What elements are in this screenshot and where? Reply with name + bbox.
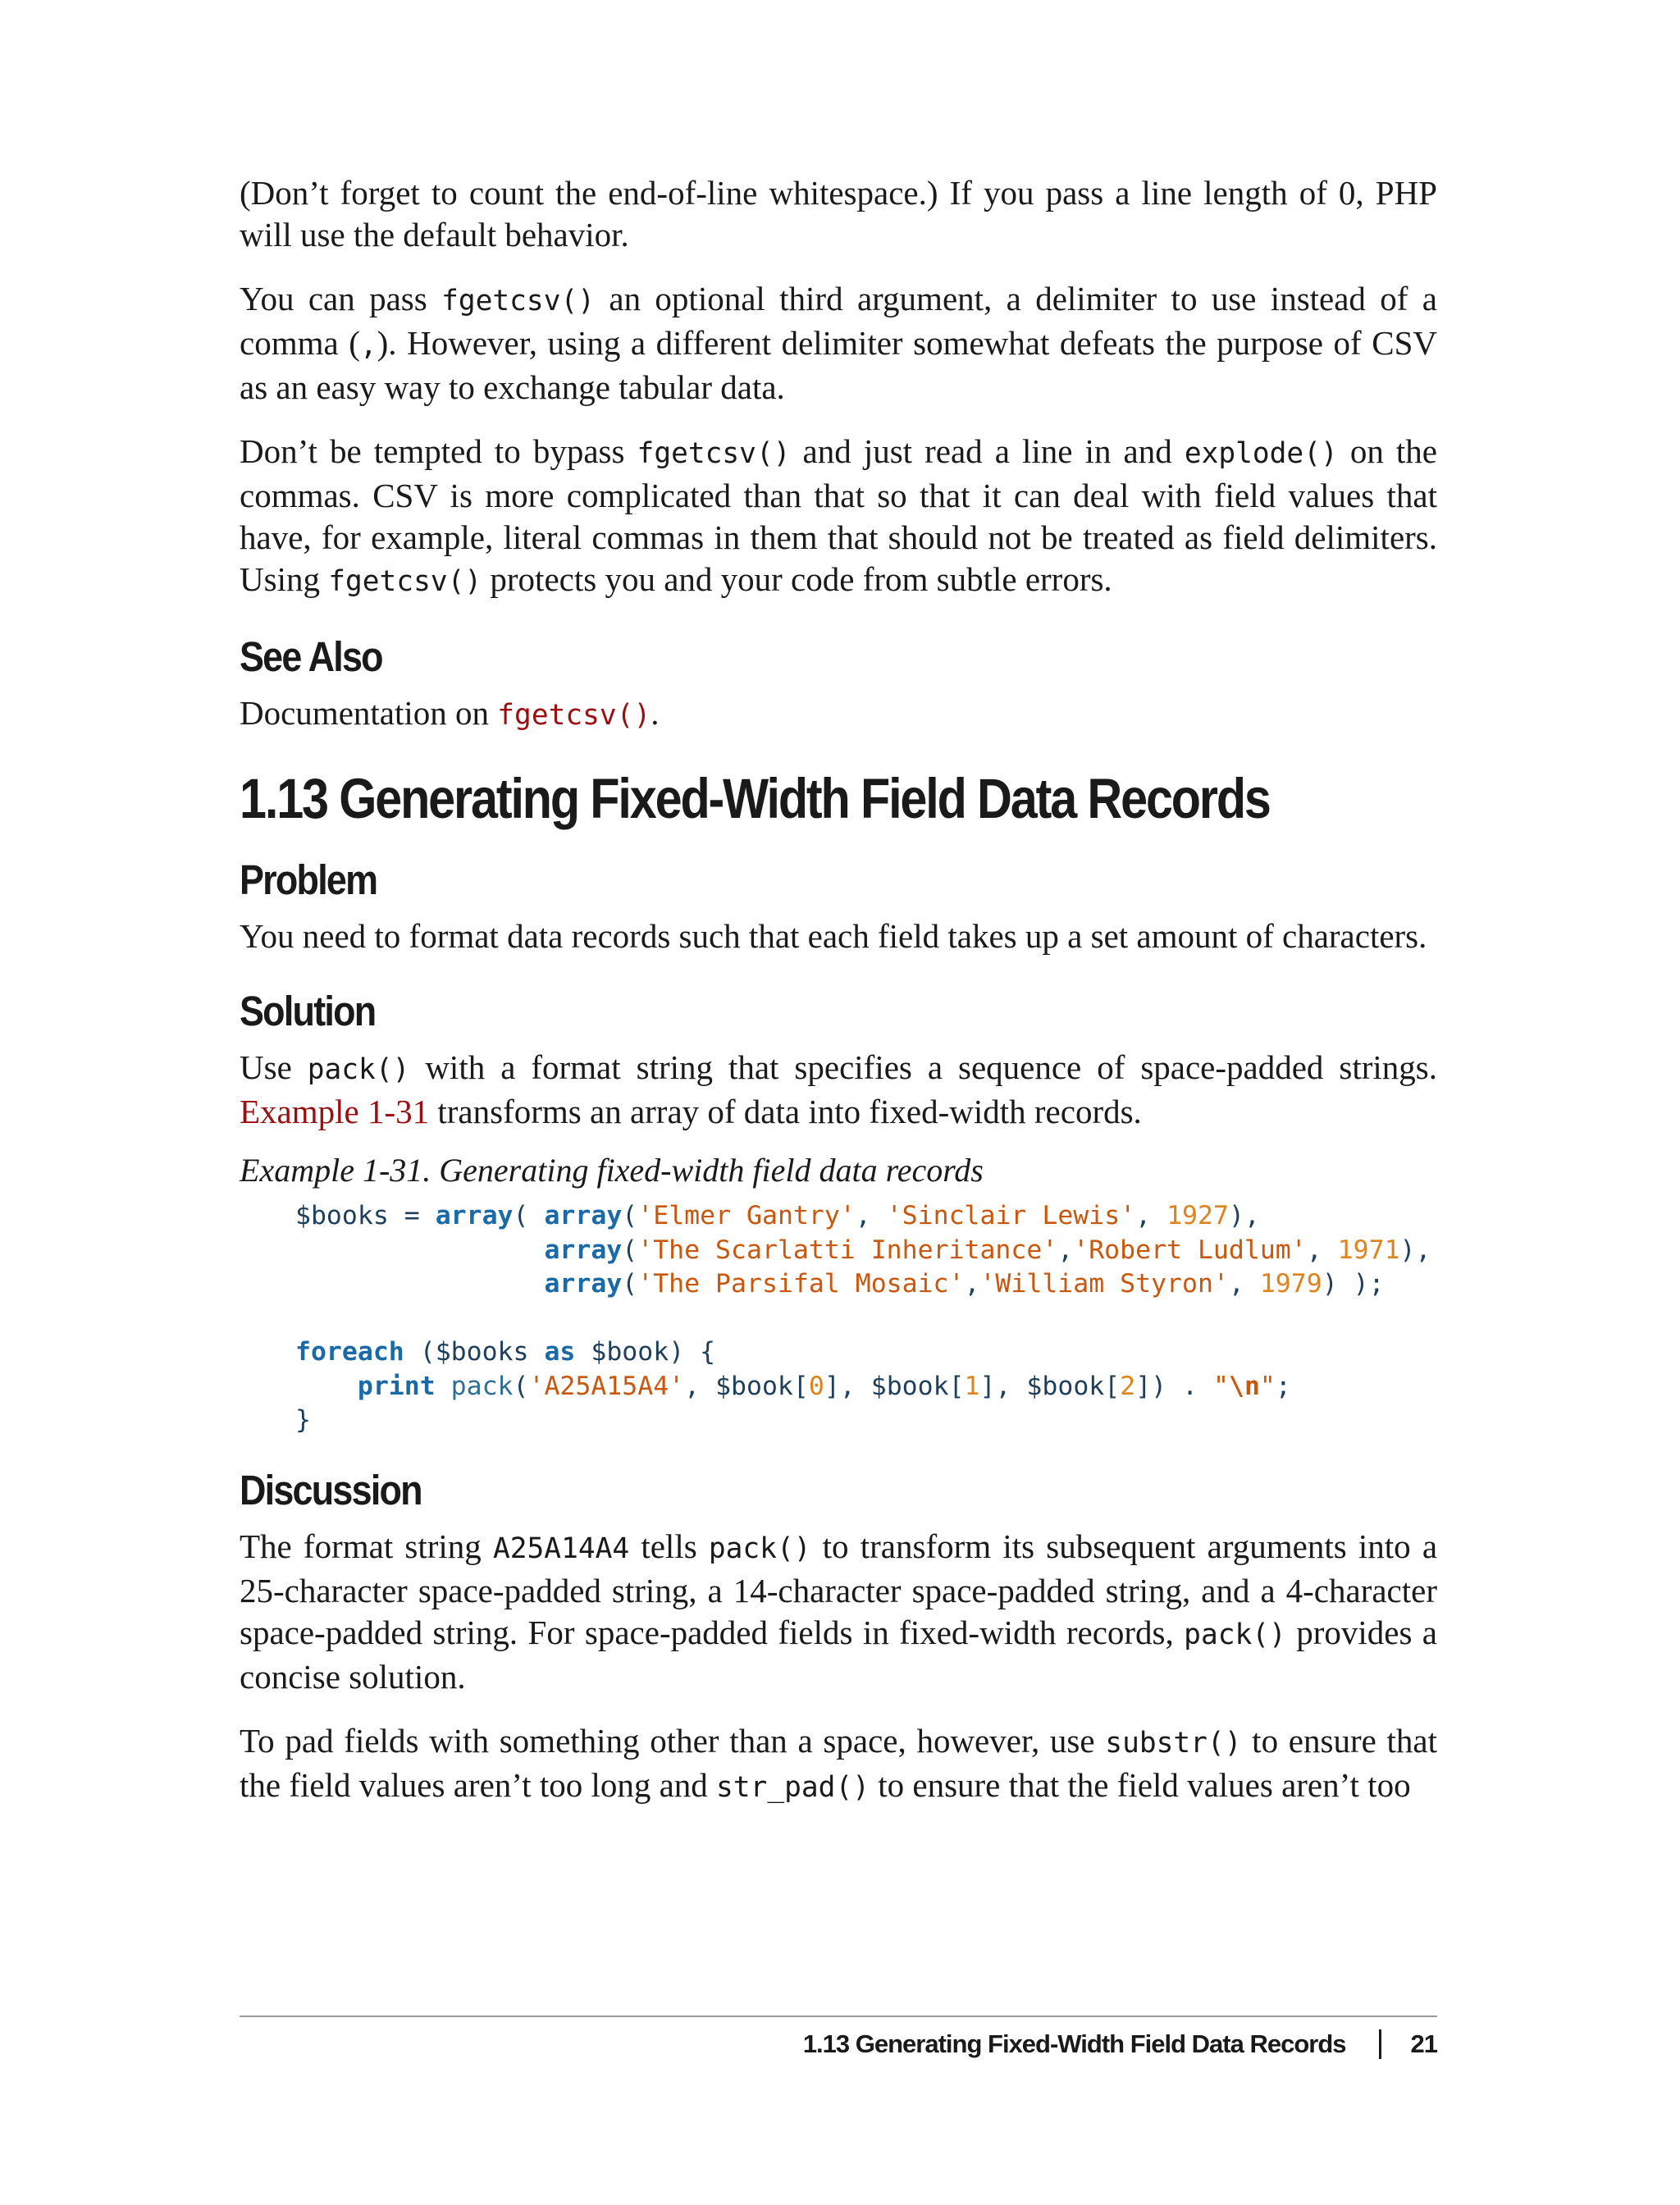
text-run: Use (240, 1048, 308, 1086)
problem-text (240, 915, 1437, 957)
code-token: 1927 (1166, 1201, 1229, 1230)
example-1-31-link[interactable]: Example 1-31 (240, 1093, 430, 1130)
paragraph-explode-warning (240, 431, 1437, 603)
text-run: Documentation on (240, 694, 498, 732)
code-listing: $books = array( array('Elmer Gantry', 'Sinclair Lewis', 1927), array('The Scarlatti Inheritance','Robert Ludlum', 1971), array('The Parsifal Mosaic','William Styron', 1979) ); foreach ($books as $book) { print pack('A25A15A4', $book[0], $book[1], $book[2]) . "\n"; } (295, 1201, 1431, 1435)
inline-code: , (359, 329, 377, 362)
code-token: pack (450, 1371, 514, 1401)
discussion-paragraph-2 (240, 1720, 1437, 1809)
page-footer (803, 2029, 1437, 2059)
code-token: 'Sinclair Lewis' (886, 1201, 1136, 1230)
inline-code: str_pad() (716, 1770, 870, 1804)
code-token: array (544, 1269, 623, 1299)
code-token: 'A25A15A4' (528, 1371, 685, 1401)
paragraph-delimiter (240, 278, 1437, 409)
code-token: 'William Styron' (979, 1269, 1229, 1299)
code-token: 1 (964, 1371, 980, 1401)
code-token: $book (1026, 1371, 1105, 1401)
text-run: protects you and your code from subtle errors. (482, 560, 1112, 598)
text-run: You can pass (240, 280, 442, 317)
text-run: provides a concise solution. (240, 1613, 1437, 1696)
code-token: 1979 (1259, 1269, 1322, 1299)
text-run: on the commas. CSV is more complicated than that so that it can deal with field values that have, for example, literal commas in them that should not be treated as field delimiters. Using (240, 432, 1437, 598)
inline-code: substr() (1105, 1726, 1242, 1760)
solution-heading: Solution (240, 988, 376, 1034)
code-token: $book (591, 1337, 669, 1367)
code-token: foreach (295, 1337, 404, 1367)
code-token: array (544, 1235, 623, 1265)
code-token: ( (622, 1235, 638, 1265)
code-token: as (544, 1337, 576, 1367)
fgetcsv-doc-link[interactable]: fgetcsv() (497, 699, 651, 732)
text-run: to ensure that the field values aren’t too long and (240, 1721, 1437, 1804)
code-token: $book (870, 1371, 949, 1401)
inline-code: pack() (708, 1532, 811, 1565)
inline-code: A25A14A4 (492, 1532, 630, 1565)
section-title: 1.13 Generating Fixed-Width Field Data Records (240, 767, 1270, 830)
inline-code: fgetcsv() (637, 437, 791, 470)
discussion-paragraph-1 (240, 1526, 1437, 1698)
code-token: 'Elmer Gantry' (637, 1201, 856, 1230)
code-token: \n (1228, 1371, 1260, 1401)
text-run: to ensure that the field values aren’t too (869, 1765, 1411, 1804)
code-token: " (1259, 1371, 1276, 1401)
running-title: 1.13 Generating Fixed-Width Field Data Records (802, 2029, 1346, 2058)
text-run: with a format string that specifies a sequence of space-padded strings. (409, 1048, 1437, 1086)
text-run: The format string (240, 1527, 493, 1565)
text-run: You need to format data records such that each field takes up a set amount of characters. (240, 917, 1427, 955)
text-run: an optional third argument, a delimiter to use instead of a comma ( (240, 280, 1437, 362)
code-token: array (544, 1201, 623, 1230)
inline-code: fgetcsv() (328, 565, 482, 598)
text-run: To pad fields with something other than a space, however, use (240, 1721, 1106, 1760)
page-content (240, 172, 1437, 1831)
inline-code: explode() (1184, 437, 1338, 470)
code-token: = (388, 1201, 436, 1230)
code-token: " (1213, 1371, 1229, 1401)
see-also-text (240, 692, 1437, 737)
code-token: array (435, 1201, 514, 1230)
text-run: ). However, using a different delimiter somewhat defeats the purpose of CSV as an easy way to exchange tabular data. (240, 324, 1437, 406)
code-token: $book (715, 1371, 793, 1401)
code-token: ( (622, 1269, 638, 1299)
code-token: 'The Parsifal Mosaic' (637, 1269, 965, 1299)
discussion-heading: Discussion (240, 1466, 422, 1513)
code-token: $books (295, 1201, 389, 1230)
text-run: Don’t be tempted to bypass (240, 432, 637, 470)
code-token: 1971 (1337, 1235, 1400, 1265)
code-token: 0 (808, 1371, 824, 1401)
paragraph-text: (Don’t forget to count the end-of-line whitespace.) If you pass a line length of 0, PHP will use the default behavior. (240, 174, 1437, 253)
code-token: ( (622, 1201, 638, 1230)
text-run: . (651, 694, 660, 732)
code-token: print (357, 1371, 436, 1401)
code-token: 'Robert Ludlum' (1073, 1235, 1307, 1265)
inline-code: pack() (1184, 1618, 1286, 1651)
see-also-heading: See Also (240, 633, 382, 680)
footer-separator (1379, 2029, 1381, 2059)
text-run: tells (629, 1527, 709, 1565)
example-caption: Example 1-31. Generating fixed-width field data records (240, 1152, 984, 1189)
code-token: $books (435, 1337, 529, 1367)
solution-text (240, 1047, 1437, 1133)
text-run: to transform its subsequent arguments into a 25-character space-padded string, a 14-character space-padded string, and a 4-character space-padded string. For space-padded fields in fixed-width records, (240, 1527, 1438, 1651)
text-run: and just read a line in and (790, 432, 1185, 470)
problem-heading: Problem (240, 856, 377, 903)
inline-code: pack() (307, 1053, 410, 1086)
code-token: 'The Scarlatti Inheritance' (637, 1235, 1058, 1265)
text-run: transforms an array of data into fixed-width records. (429, 1093, 1142, 1130)
code-token: 2 (1120, 1371, 1136, 1401)
inline-code: fgetcsv() (441, 285, 596, 317)
paragraph-line-length (240, 172, 1437, 256)
footer-divider (240, 2016, 1437, 2017)
page-number: 21 (1410, 2029, 1437, 2058)
code-token: ( (513, 1201, 545, 1230)
